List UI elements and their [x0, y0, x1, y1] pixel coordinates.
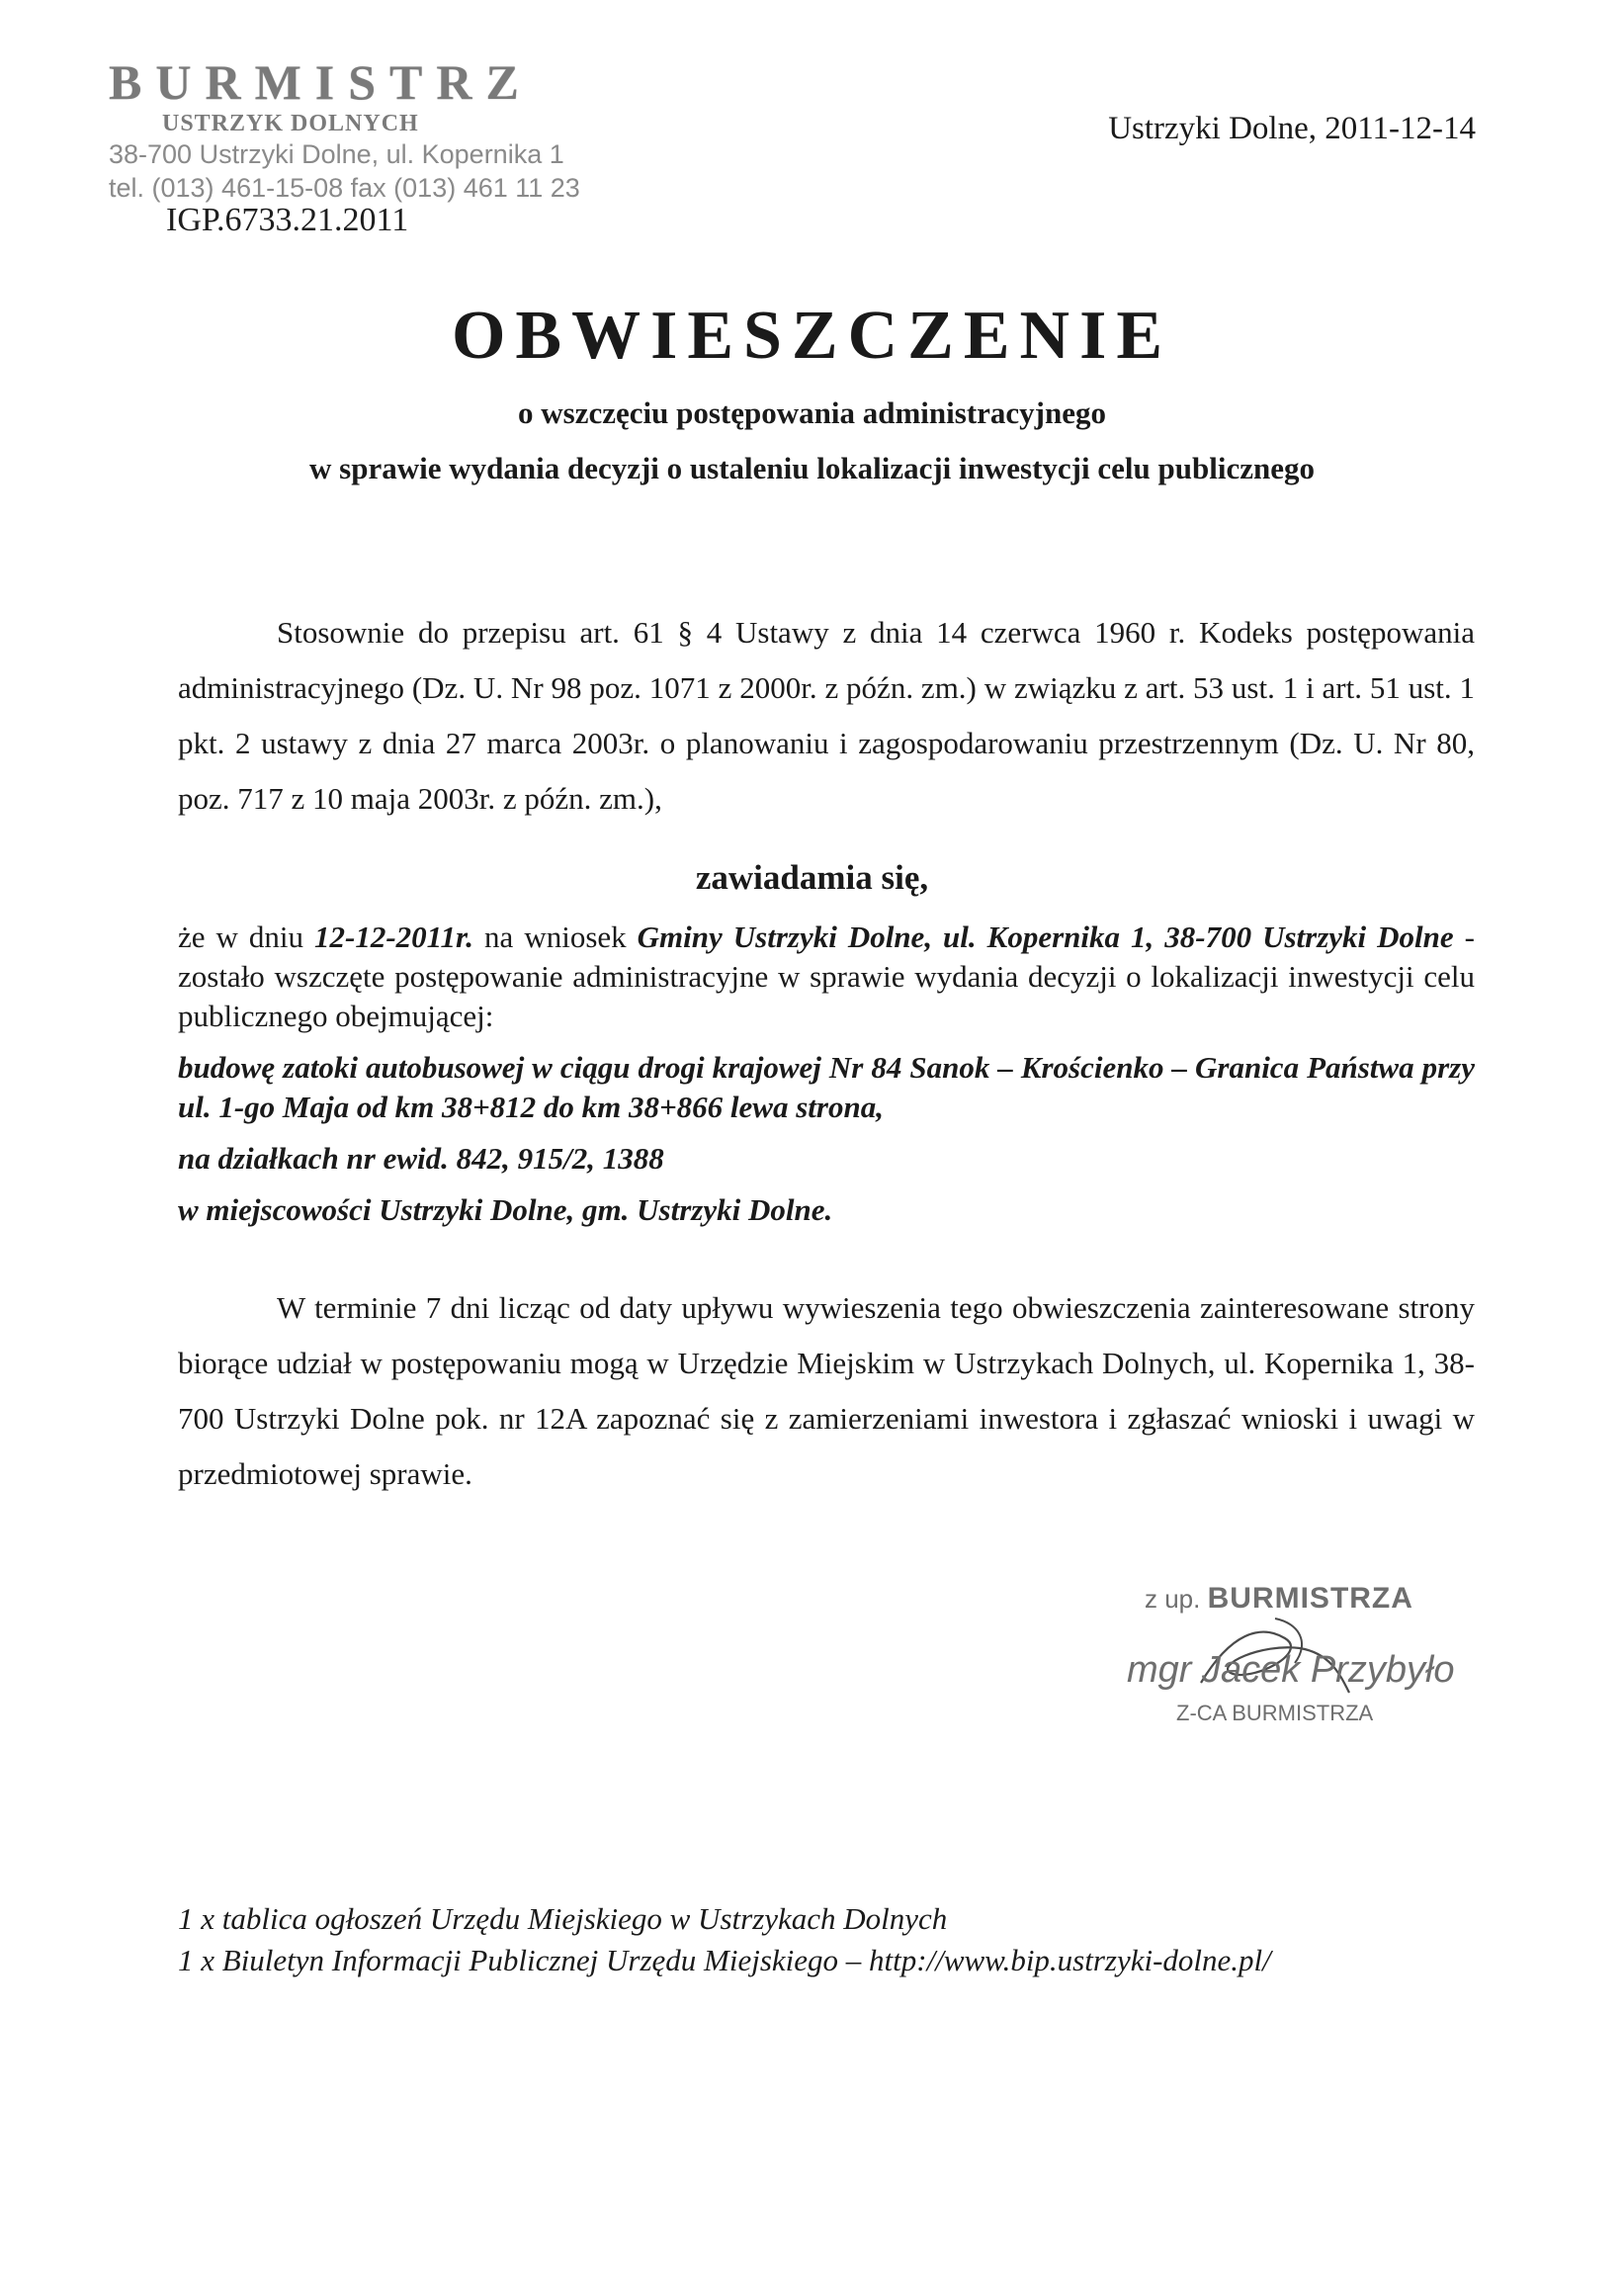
signatory-role: Z-CA BURMISTRZA: [1176, 1701, 1374, 1725]
legal-basis-text: Stosownie do przepisu art. 61 § 4 Ustawy z dnia 14 czerwca 1960 r. Kodeks postępowania administracyjnego (Dz. U. Nr 98 poz. 1071 z 2000r. z późn. zm.) w związku z art. 53 ust. 1 i art. 51 ust. 1 pkt. 2 ustawy z dnia 27 marca 2003r. o planowaniu i zagospodarowaniu przestrzennym (Dz. U. Nr 80, poz. 717 z 10 maja 2003r. z późn. zm.),: [178, 615, 1475, 816]
signature-authority-prefix: z up.: [1145, 1584, 1201, 1614]
signature-authority-name: BURMISTRZA: [1207, 1582, 1413, 1615]
investment-block: [178, 1048, 1475, 1230]
stamp-address: 38-700 Ustrzyki Dolne, ul. Kopernika 1: [109, 139, 564, 169]
notice-paragraph: [178, 918, 1475, 1036]
distribution-list: [178, 1898, 1271, 1981]
place-date: Ustrzyki Dolne, 2011-12-14: [1108, 111, 1476, 146]
notice-applicant: Gminy Ustrzyki Dolne, ul. Kopernika 1, 38-700 Ustrzyki Dolne: [637, 919, 1454, 954]
office-stamp: [109, 54, 580, 238]
investment-parcels: na działkach nr ewid. 842, 915/2, 1388: [178, 1141, 664, 1176]
reference-number: IGP.6733.21.2011: [166, 202, 409, 238]
stamp-phone: tel. (013) 461-15-08 fax (013) 461 11 23: [109, 173, 580, 203]
distribution-item: 1 x tablica ogłoszeń Urzędu Miejskiego w Ustrzykach Dolnych: [178, 1901, 948, 1936]
info-paragraph: [178, 1280, 1475, 1502]
notice-prefix: że w dniu: [178, 919, 315, 954]
signature-authority: [1145, 1582, 1413, 1616]
legal-basis-paragraph: [178, 605, 1475, 827]
document-subtitle-2: w sprawie wydania decyzji o ustaleniu lokalizacji inwestycji celu publicznego: [309, 451, 1315, 485]
signatory-name: mgr Jacek Przybyło: [1127, 1649, 1455, 1691]
document-title: OBWIESZCZENIE: [451, 298, 1173, 374]
distribution-item: 1 x Biuletyn Informacji Publicznej Urzędu Miejskiego – http://www.bip.ustrzyki-dolne.pl/: [178, 1943, 1271, 1977]
investment-description: budowę zatoki autobusowej w ciągu drogi krajowej Nr 84 Sanok – Krościenko – Granica Państwa przy ul. 1-go Maja od km 38+812 do km 38+866 lewa strona,: [178, 1050, 1475, 1124]
investment-location: w miejscowości Ustrzyki Dolne, gm. Ustrzyki Dolne.: [178, 1192, 833, 1227]
notice-mid: na wniosek: [473, 919, 638, 954]
stamp-title: BURMISTRZ: [109, 54, 533, 110]
announcement-heading: zawiadamia się,: [695, 858, 929, 897]
stamp-subtitle: USTRZYK DOLNYCH: [162, 111, 419, 136]
notice-date: 12-12-2011r.: [314, 919, 474, 954]
document-subtitle-1: o wszczęciu postępowania administracyjnego: [518, 395, 1106, 430]
notice-rest: - zostało wszczęte postępowanie administracyjne w sprawie wydania decyzji o lokalizacji inwestycji celu publicznego obejmującej:: [178, 919, 1475, 1033]
info-text: W terminie 7 dni licząc od daty upływu wywieszenia tego obwieszczenia zainteresowane strony biorące udział w postępowaniu mogą w Urzędzie Miejskim w Ustrzykach Dolnych, ul. Kopernika 1, 38-700 Ustrzyki Dolne pok. nr 12A zapoznać się z zamierzeniami inwestora i zgłaszać wnioski i uwagi w przedmiotowej sprawie.: [178, 1290, 1475, 1491]
